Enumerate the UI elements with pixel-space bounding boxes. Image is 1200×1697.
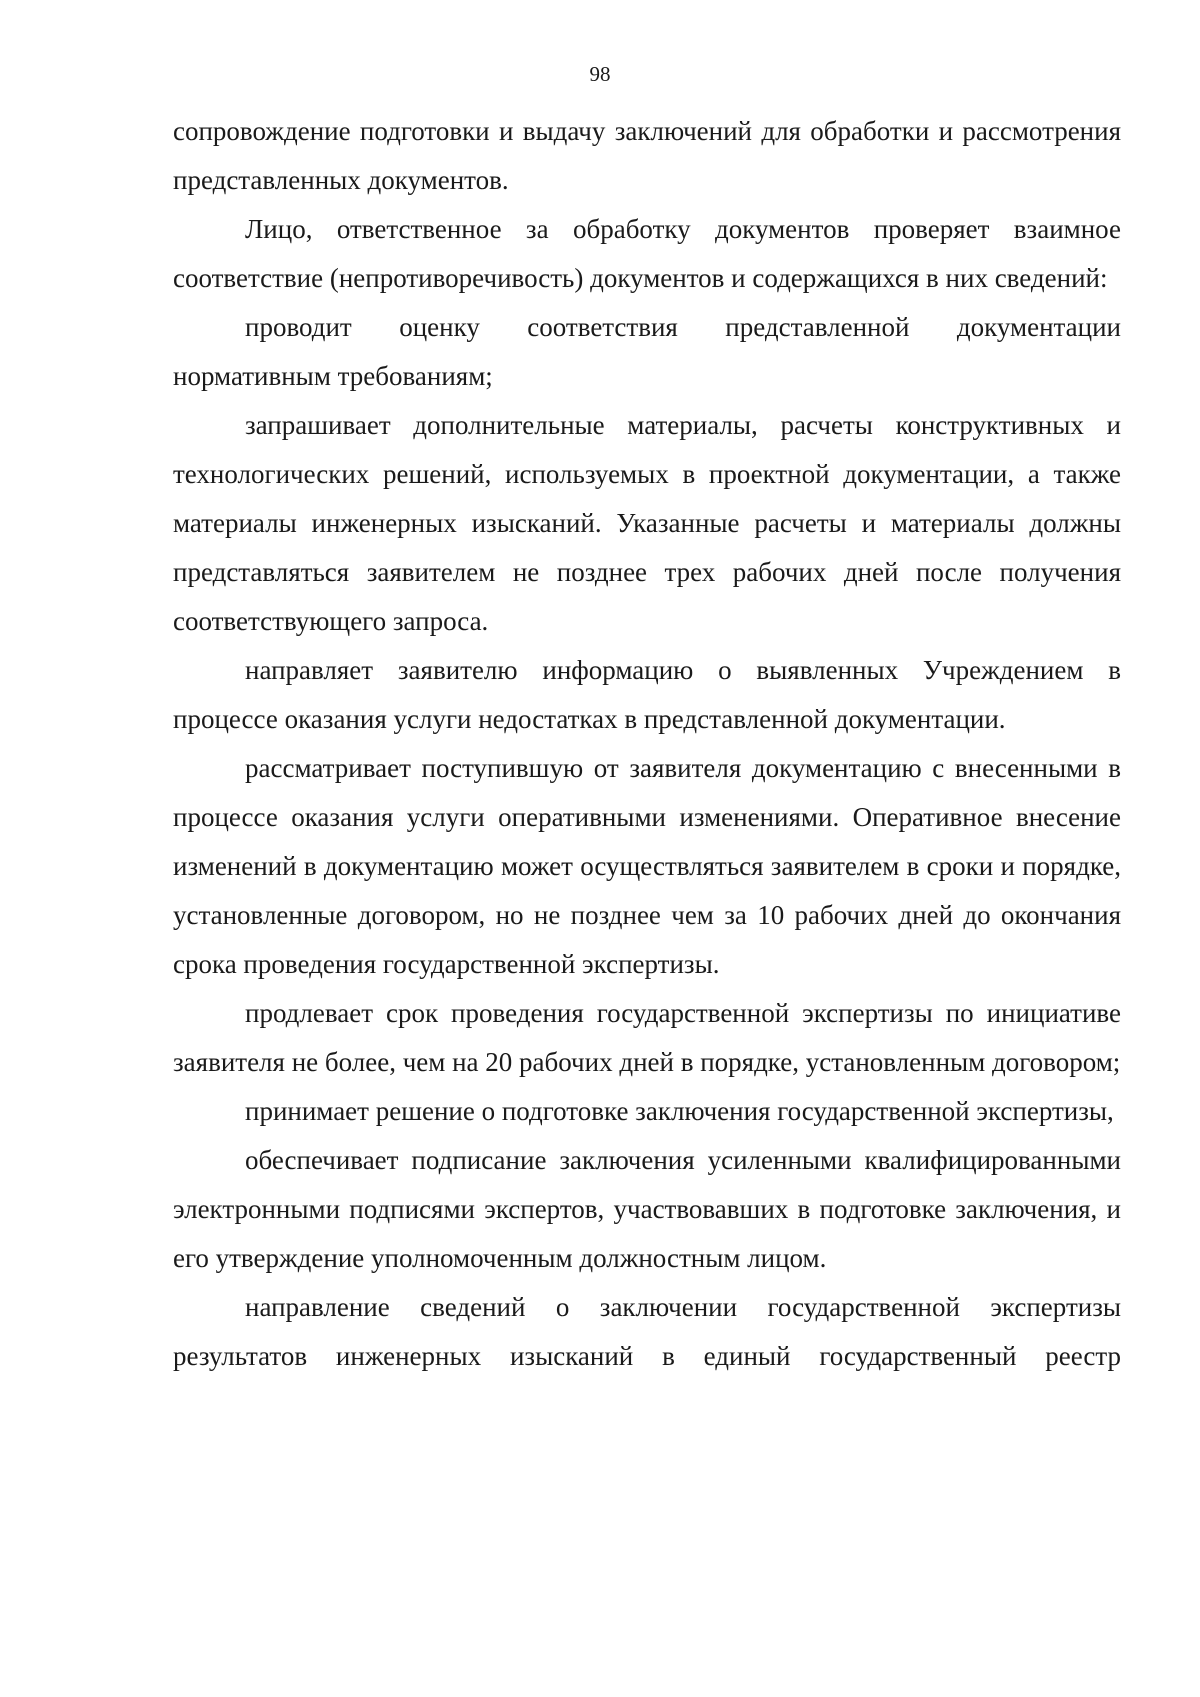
paragraph-signing: обеспечивает подписание заключения усиленными квалифицированными электронными подписями экспертов, участвовавших в подготовке заключения, и его утверждение уполномоченным должностным лицом. [173,1145,1121,1273]
paragraph-operational-changes: рассматривает поступившую от заявителя документацию с внесенными в процессе оказания услуги оперативными изменениями. Оперативное внесение изменений в документацию может осуществляться заявителем в сроки и порядке, установленные договором, но не позднее чем за 10 рабочих дней до окончания срока проведения государственной экспертизы. [173,753,1121,979]
paragraph-responsible-person: Лицо, ответственное за обработку документов проверяет взаимное соответствие (непротиворечивость) документов и содержащихся в них сведений: [173,214,1121,293]
page-number: 98 [589,62,611,86]
document-body [173,107,1121,1381]
paragraph-extension: продлевает срок проведения государственной экспертизы по инициативе заявителя не более, чем на 20 рабочих дней в порядке, установленным договором; [173,998,1121,1077]
paragraph-continuation: сопровождение подготовки и выдачу заключений для обработки и рассмотрения представленных документов. [173,116,1121,195]
paragraph-assessment: проводит оценку соответствия представленной документации нормативным требованиям; [173,312,1121,391]
paragraph-registry: направление сведений о заключении государственной экспертизы результатов инженерных изысканий в единый государственный реестр [173,1292,1121,1371]
paragraph-request-materials: запрашивает дополнительные материалы, расчеты конструктивных и технологических решений, используемых в проектной документации, а также материалы инженерных изысканий. Указанные расчеты и материалы должны представляться заявителем не позднее трех рабочих дней после получения соответствующего запроса. [173,410,1121,636]
paragraph-deficiencies: направляет заявителю информацию о выявленных Учреждением в процессе оказания услуги недостатках в представленной документации. [173,655,1121,734]
paragraph-decision: принимает решение о подготовке заключения государственной экспертизы, [245,1096,1114,1126]
